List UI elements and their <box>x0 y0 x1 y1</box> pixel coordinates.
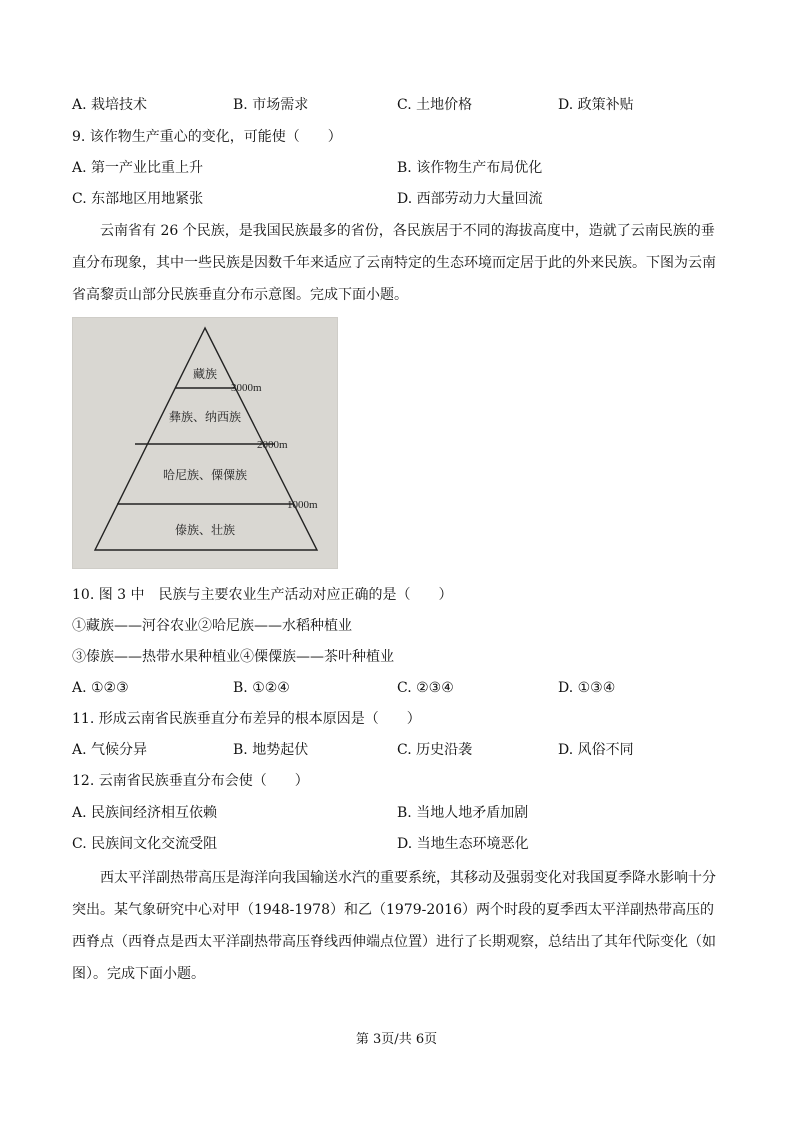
q9-option-b: B. 该作物生产布局优化 <box>397 160 543 176</box>
q8-option-b: B. 市场需求 <box>233 97 309 113</box>
q12-option-a: A. 民族间经济相互依赖 <box>72 805 218 821</box>
ethnic-distribution-figure <box>72 317 338 569</box>
q9-option-c: C. 东部地区用地紧张 <box>72 191 204 207</box>
q10-stem: 10. 图 3 中 民族与主要农业生产活动对应正确的是（ ） <box>72 587 453 603</box>
page-number: 第 3页/共 6页 <box>355 1032 438 1047</box>
passage-subtropical-high: 西太平洋副热带高压是海洋向我国输送水汽的重要系统，其移动及强弱变化对我国夏季降水影响十分突出。某气象研究中心对甲（1948-1978）和乙（1979-2016）两个时段的夏季西太平洋副热带高压的西脊点（西脊点是西太平洋副热带高压脊线西伸端点位置）进行了长期观察，总结出了其年代际变化（如图）。完成下面小题。 <box>72 870 716 982</box>
layer-label-4: 傣族、壮族 <box>174 523 236 537</box>
q11-stem: 11. 形成云南省民族垂直分布差异的根本原因是（ ） <box>72 711 421 727</box>
elevation-2000: 2000m <box>257 439 288 451</box>
q10-option-c: C. ②③④ <box>397 680 454 696</box>
q11-option-a: A. 气候分异 <box>72 742 148 758</box>
layer-label-2: 彝族、纳西族 <box>168 410 242 424</box>
layer-label-1: 藏族 <box>192 367 218 381</box>
q9-option-a: A. 第一产业比重上升 <box>72 160 204 176</box>
q8-option-a: A. 栽培技术 <box>72 97 148 113</box>
q10-line1: ①藏族——河谷农业②哈尼族——水稻种植业 <box>72 618 352 634</box>
q11-option-b: B. 地势起伏 <box>233 742 309 758</box>
q8-option-c: C. 土地价格 <box>397 97 473 113</box>
q11-option-d: D. 风俗不同 <box>558 742 634 758</box>
q8-option-d: D. 政策补贴 <box>558 97 634 113</box>
passage-yunnan: 云南省有 26 个民族，是我国民族最多的省份，各民族居于不同的海拔高度中，造就了云南民族的垂直分布现象，其中一些民族是因数千年来适应了云南特定的生态环境而定居于此的外来民族。下图为云南省高黎贡山部分民族垂直分布示意图。完成下面小题。 <box>72 223 716 303</box>
q10-option-b: B. ①②④ <box>233 680 290 696</box>
q12-option-d: D. 当地生态环境恶化 <box>397 836 529 852</box>
pyramid-diagram <box>73 318 337 568</box>
q12-option-b: B. 当地人地矛盾加剧 <box>397 805 529 821</box>
q12-stem: 12. 云南省民族垂直分布会使（ ） <box>72 773 309 789</box>
q9-option-d: D. 西部劳动力大量回流 <box>397 191 543 207</box>
q12-option-c: C. 民族间文化交流受阻 <box>72 836 218 852</box>
elevation-3000: 3000m <box>231 382 262 394</box>
q10-option-a: A. ①②③ <box>72 680 129 696</box>
q9-stem: 9. 该作物生产重心的变化，可能使（ ） <box>72 129 342 145</box>
q10-option-d: D. ①③④ <box>558 680 616 696</box>
q11-option-c: C. 历史沿袭 <box>397 742 473 758</box>
layer-label-3: 哈尼族、傈僳族 <box>162 468 248 482</box>
q10-line2: ③傣族——热带水果种植业④傈僳族——茶叶种植业 <box>72 649 394 665</box>
elevation-1000: 1000m <box>287 499 318 511</box>
